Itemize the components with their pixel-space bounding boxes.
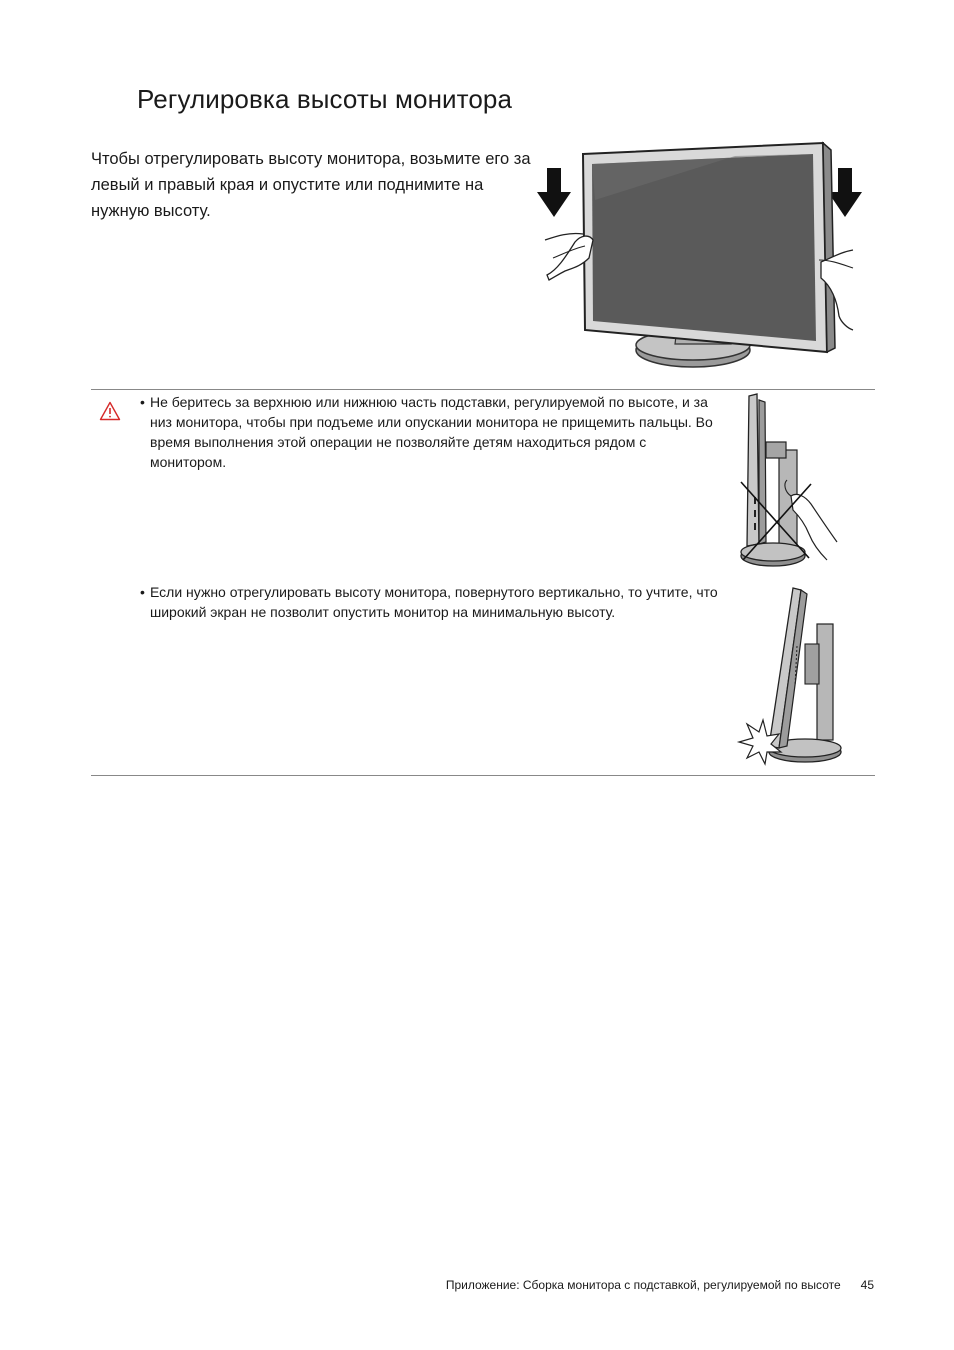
arrow-down-icon [537, 168, 571, 217]
page-number: 45 [860, 1278, 874, 1292]
arrow-down-icon [828, 168, 862, 217]
section-divider [91, 389, 875, 390]
portrait-collision-illustration [735, 586, 850, 768]
bullet-marker: • [140, 394, 145, 410]
footer-section-title: Приложение: Сборка монитора с подставкой, регулируемой по высоте [445, 1278, 841, 1292]
page-title: Регулировка высоты монитора [137, 84, 513, 114]
stand-pinch-warning-illustration [735, 392, 845, 572]
note-item [140, 582, 725, 622]
intro-text: Чтобы отрегулировать высоту монитора, возьмите его за левый и правый края и опустите или поднимите на нужную высоту. [91, 150, 531, 220]
note-text: Если нужно отрегулировать высоту монитора, повернутого вертикально, то учтите, что широкий экран не позволит опустить монитор на минимальную высоту. [150, 584, 718, 620]
monitor-height-illustration [535, 140, 865, 375]
section-divider [91, 775, 875, 776]
warning-icon [99, 401, 121, 421]
note-text: Не беритесь за верхнюю или нижнюю часть подставки, регулируемой по высоте, и за низ монитора, чтобы при подъеме или опускании монитора не прищемить пальцы. Во время выполнения этой операции не позволяйте детям находиться рядом с монитором. [150, 394, 713, 470]
note-item [140, 392, 725, 472]
bullet-marker: • [140, 584, 145, 600]
page-footer [446, 1278, 874, 1292]
